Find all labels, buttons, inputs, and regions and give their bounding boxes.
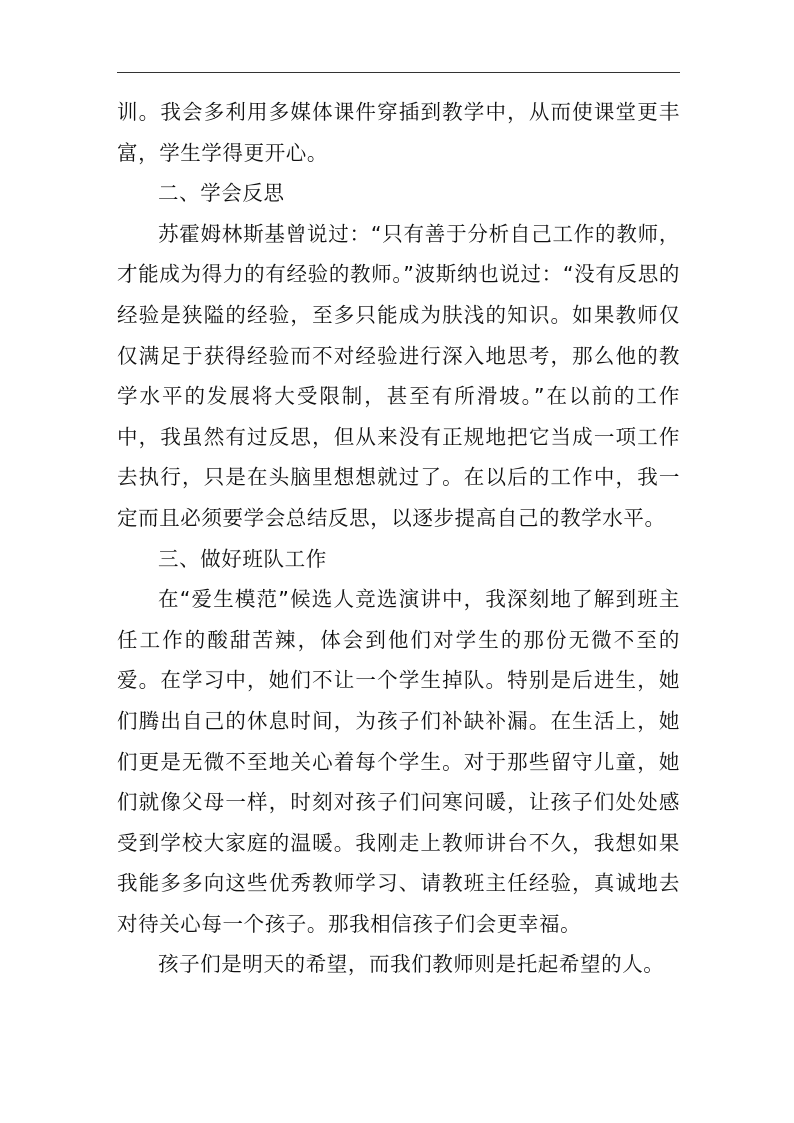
paragraph-continuation: 训。我会多利用多媒体课件穿插到教学中，从而使课堂更丰富，学生学得更开心。 — [117, 100, 680, 165]
header-rule — [117, 72, 680, 73]
paragraph-closing: 孩子们是明天的希望，而我们教师则是托起希望的人。 — [158, 952, 665, 977]
section-heading-reflection: 二、学会反思 — [158, 181, 285, 206]
paragraph-reflection: 苏霍姆林斯基曾说过：“只有善于分析自己工作的教师，才能成为得力的有经验的教师。”波斯纳也说过：“没有反思的经验是狭隘的经验，至多只能成为肤浅的知识。如果教师仅仅满足于获得经验而不对经验进行深入地思考，那么他的教学水平的发展将大受限制，甚至有所滑坡。”在以前的工作中，我虽然有过反思，但从来没有正规地把它当成一项工作去执行，只是在头脑里想想就过了。在以后的工作中，我一定而且必须要学会总结反思，以逐步提高自己的教学水平。 — [117, 221, 680, 530]
section-heading-class-work: 三、做好班队工作 — [158, 546, 327, 571]
paragraph-class-work: 在“爱生模范”候选人竞选演讲中，我深刻地了解到班主任工作的酸甜苦辣，体会到他们对学生的那份无微不至的爱。在学习中，她们不让一个学生掉队。特别是后进生，她们腾出自己的休息时间，为孩子们补缺补漏。在生活上，她们更是无微不至地关心着每个学生。对于那些留守儿童，她们就像父母一样，时刻对孩子们问寒问暖，让孩子们处处感受到学校大家庭的温暖。我刚走上教师讲台不久，我想如果我能多多向这些优秀教师学习、请教班主任经验，真诚地去对待关心每一个孩子。那我相信孩子们会更幸福。 — [117, 587, 680, 936]
document-body — [117, 92, 680, 985]
